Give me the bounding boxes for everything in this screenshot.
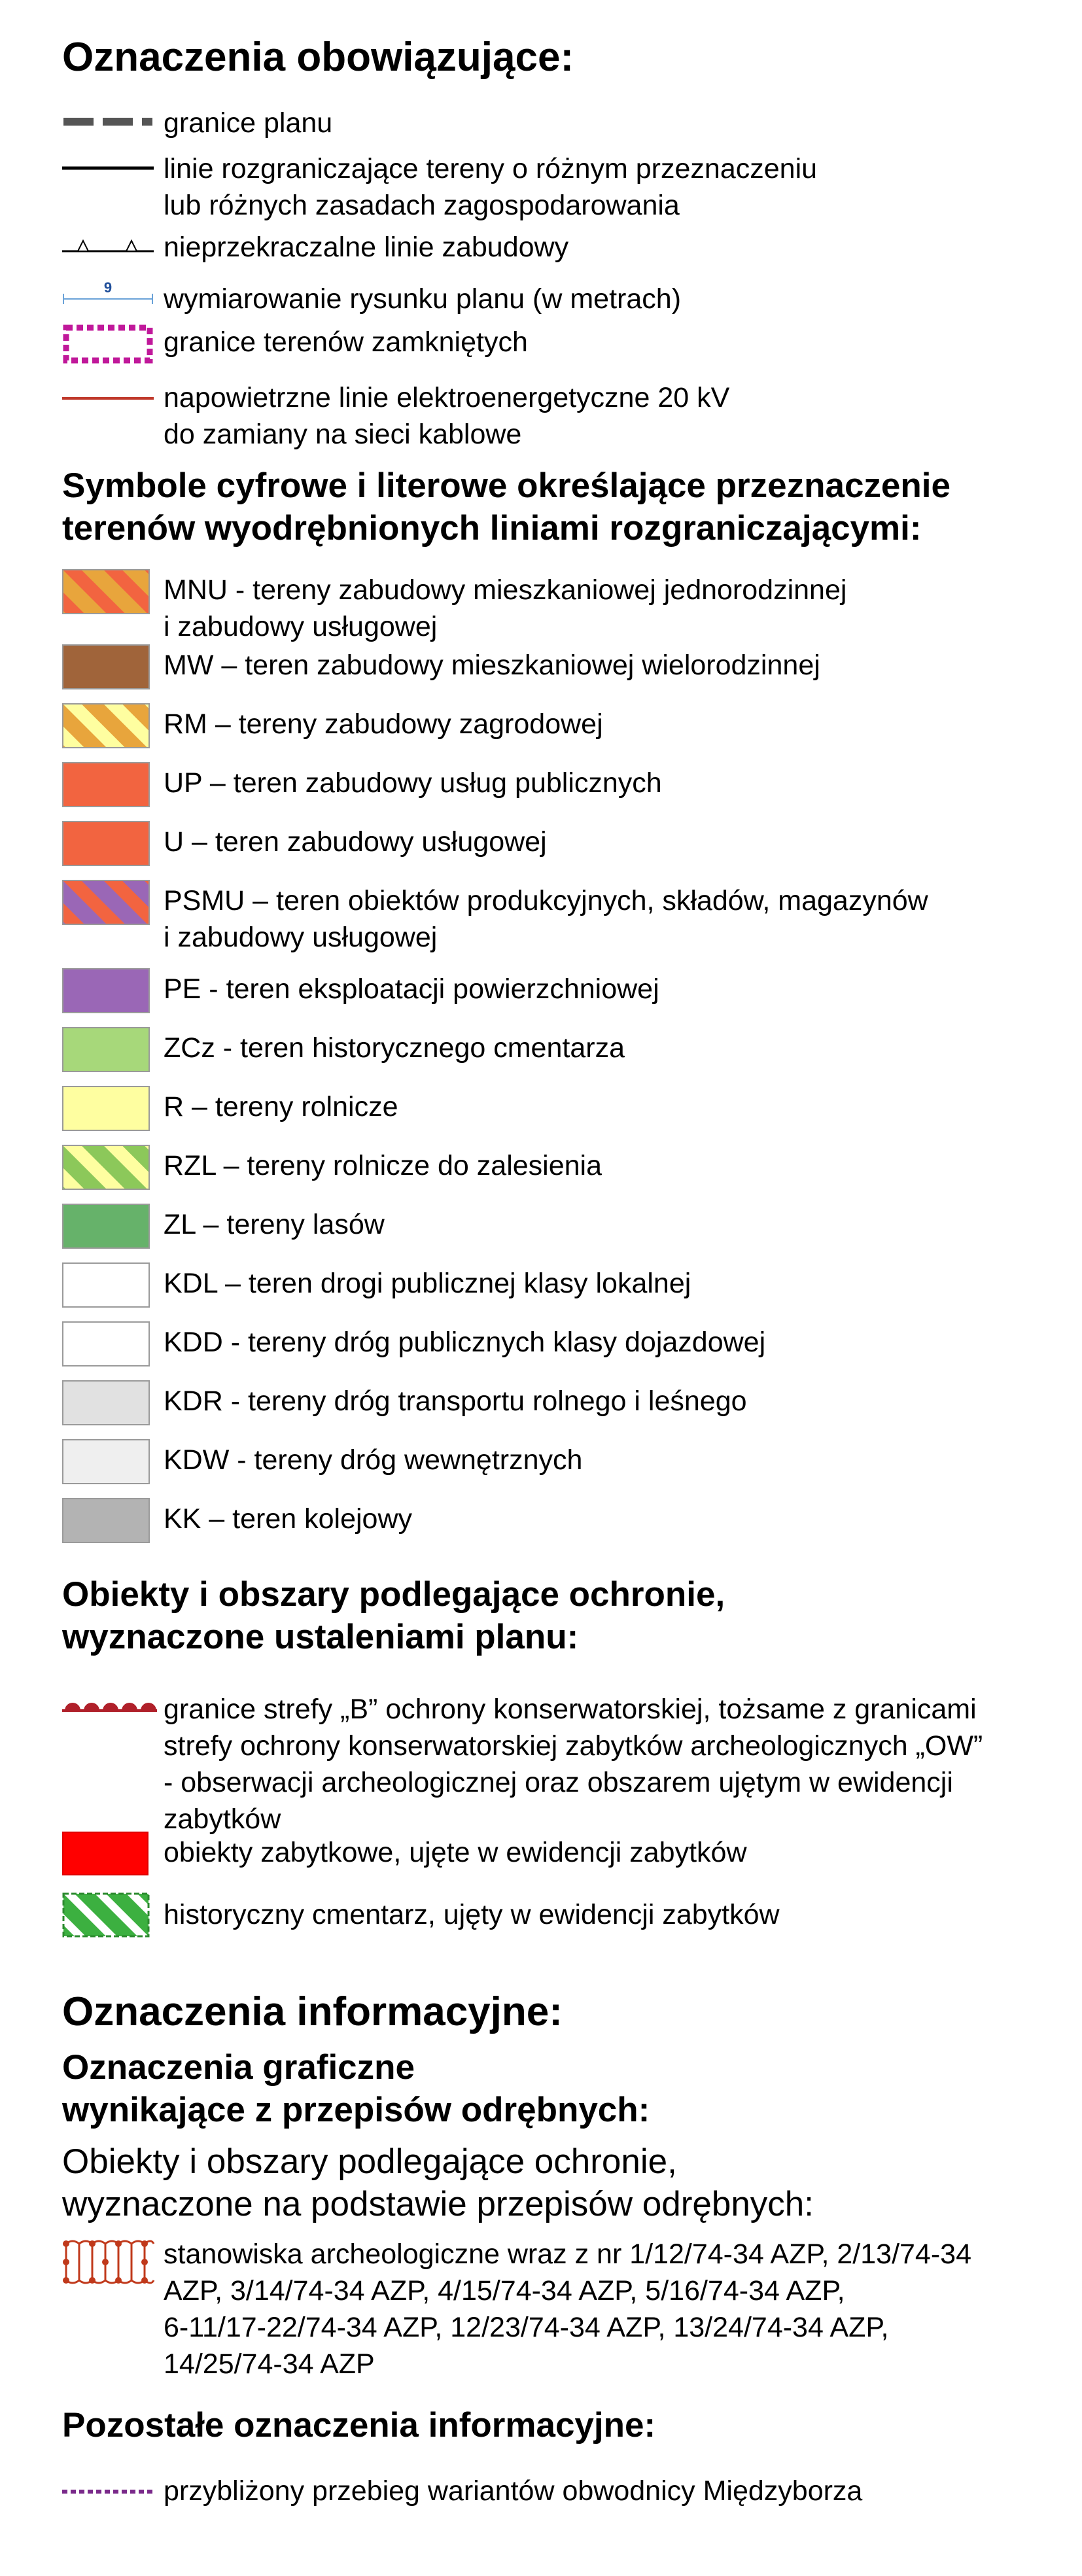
legend-label: granice terenów zamkniętych [164, 326, 528, 358]
zone-swatch [62, 968, 150, 1013]
legend-label: U – teren zabudowy usługowej [164, 826, 547, 858]
legend-label: KK – teren kolejowy [164, 1503, 413, 1535]
zone-swatch [62, 1204, 150, 1249]
dimension-value: 9 [103, 279, 113, 296]
purple-dotted-line-icon [62, 2488, 154, 2495]
symbols-title: Symbole cyfrowe i literowe określające przeznaczenie terenów wyodrębnionych liniami rozgraniczającymi: [62, 466, 951, 548]
graphic-title: Oznaczenia graficzne wynikające z przepisów odrębnych: [62, 2048, 650, 2129]
legend-label: stanowiska archeologiczne wraz z nr 1/12/74-34 AZP, 2/13/74-34 AZP, 3/14/74-34 AZP, 4/15/74-34 AZP, 5/16/74-34 AZP, 6-11/17-22/74-34 AZP, 12/23/74-34 AZP, 13/24/74-34 AZP, 14/25/74-34 AZP [164, 2238, 971, 2380]
zone-swatch [62, 1262, 150, 1308]
legend-label: RZL – tereny rolnicze do zalesienia [164, 1150, 602, 1181]
zone-swatch [62, 569, 150, 614]
legend-label: UP – teren zabudowy usług publicznych [164, 767, 662, 799]
legend-label: wymiarowanie rysunku planu (w metrach) [164, 283, 682, 315]
dimension-icon [62, 278, 154, 311]
legend-label: granice strefy „B” ochrony konserwatorskiej, tożsame z granicami strefy ochrony konserwatorskiej zabytków archeologicznych „OW” - obserwacji archeologicznej oraz obszarem ujętym w ewidencji zabytków [164, 1694, 983, 1835]
zone-swatch [62, 1380, 150, 1425]
legend-label: granice planu [164, 107, 333, 139]
legend-label: KDR - tereny dróg transportu rolnego i leśnego [164, 1385, 747, 1417]
scalloped-boundary-icon [62, 1696, 157, 1716]
legend-label: obiekty zabytkowe, ujęte w ewidencji zabytków [164, 1837, 747, 1868]
zone-swatch [62, 1439, 150, 1484]
legend-label: KDL – teren drogi publicznej klasy lokalnej [164, 1268, 691, 1299]
zone-swatch [62, 1321, 150, 1366]
legend-label: PE - teren eksploatacji powierzchniowej [164, 973, 659, 1005]
protection-title: Obiekty i obszary podlegające ochronie, wyznaczone ustaleniami planu: [62, 1575, 725, 1656]
legend-label: RM – tereny zabudowy zagrodowej [164, 708, 603, 740]
power-line-icon [62, 395, 154, 402]
zone-swatch [62, 1498, 150, 1543]
building-line-icon [62, 233, 154, 256]
zone-swatch [62, 762, 150, 807]
swatch-heritage-objects [62, 1832, 148, 1875]
swatch-historic-cemetery [62, 1892, 150, 1938]
legend-label: ZL – tereny lasów [164, 1209, 385, 1240]
info-title: Oznaczenia informacyjne: [62, 1989, 563, 2034]
legend-label: R – tereny rolnicze [164, 1091, 398, 1123]
legend-label: KDD - tereny dróg publicznych klasy dojazdowej [164, 1327, 766, 1358]
closed-area-boundary-icon [62, 324, 154, 364]
legend-label: linie rozgraniczające tereny o różnym przeznaczeniu lub różnych zasadach zagospodarowania [164, 153, 818, 221]
binding-title: Oznaczenia obowiązujące: [62, 35, 574, 80]
legend-label: KDW - tereny dróg wewnętrznych [164, 1444, 583, 1476]
legend-label: przybliżony przebieg wariantów obwodnicy Międzyborza [164, 2475, 863, 2507]
legend-label: MW – teren zabudowy mieszkaniowej wielorodzinnej [164, 650, 820, 681]
legend-label: MNU - tereny zabudowy mieszkaniowej jednorodzinnej i zabudowy usługowej [164, 574, 847, 642]
other-title: Pozostałe oznaczenia informacyjne: [62, 2406, 656, 2445]
legend-label: historyczny cmentarz, ujęty w ewidencji zabytków [164, 1899, 780, 1930]
zone-swatch [62, 821, 150, 866]
zone-swatch [62, 1145, 150, 1190]
solid-black-line-icon [62, 165, 154, 171]
zone-swatch [62, 703, 150, 748]
zone-swatch [62, 644, 150, 689]
separate-title: Obiekty i obszary podlegające ochronie, wyznaczone na podstawie przepisów odrębnych: [62, 2142, 814, 2223]
legend-label: PSMU – teren obiektów produkcyjnych, składów, magazynów i zabudowy usługowej [164, 885, 928, 953]
archaeological-site-icon [62, 2236, 157, 2289]
legend-label: napowietrzne linie elektroenergetyczne 20 kV do zamiany na sieci kablowe [164, 382, 730, 450]
zone-swatch [62, 1027, 150, 1072]
legend-label: nieprzekraczalne linie zabudowy [164, 232, 569, 263]
legend-label: ZCz - teren historycznego cmentarza [164, 1032, 625, 1064]
dashed-gray-line-icon [62, 115, 154, 128]
zone-swatch [62, 1086, 150, 1131]
zone-swatch [62, 880, 150, 925]
